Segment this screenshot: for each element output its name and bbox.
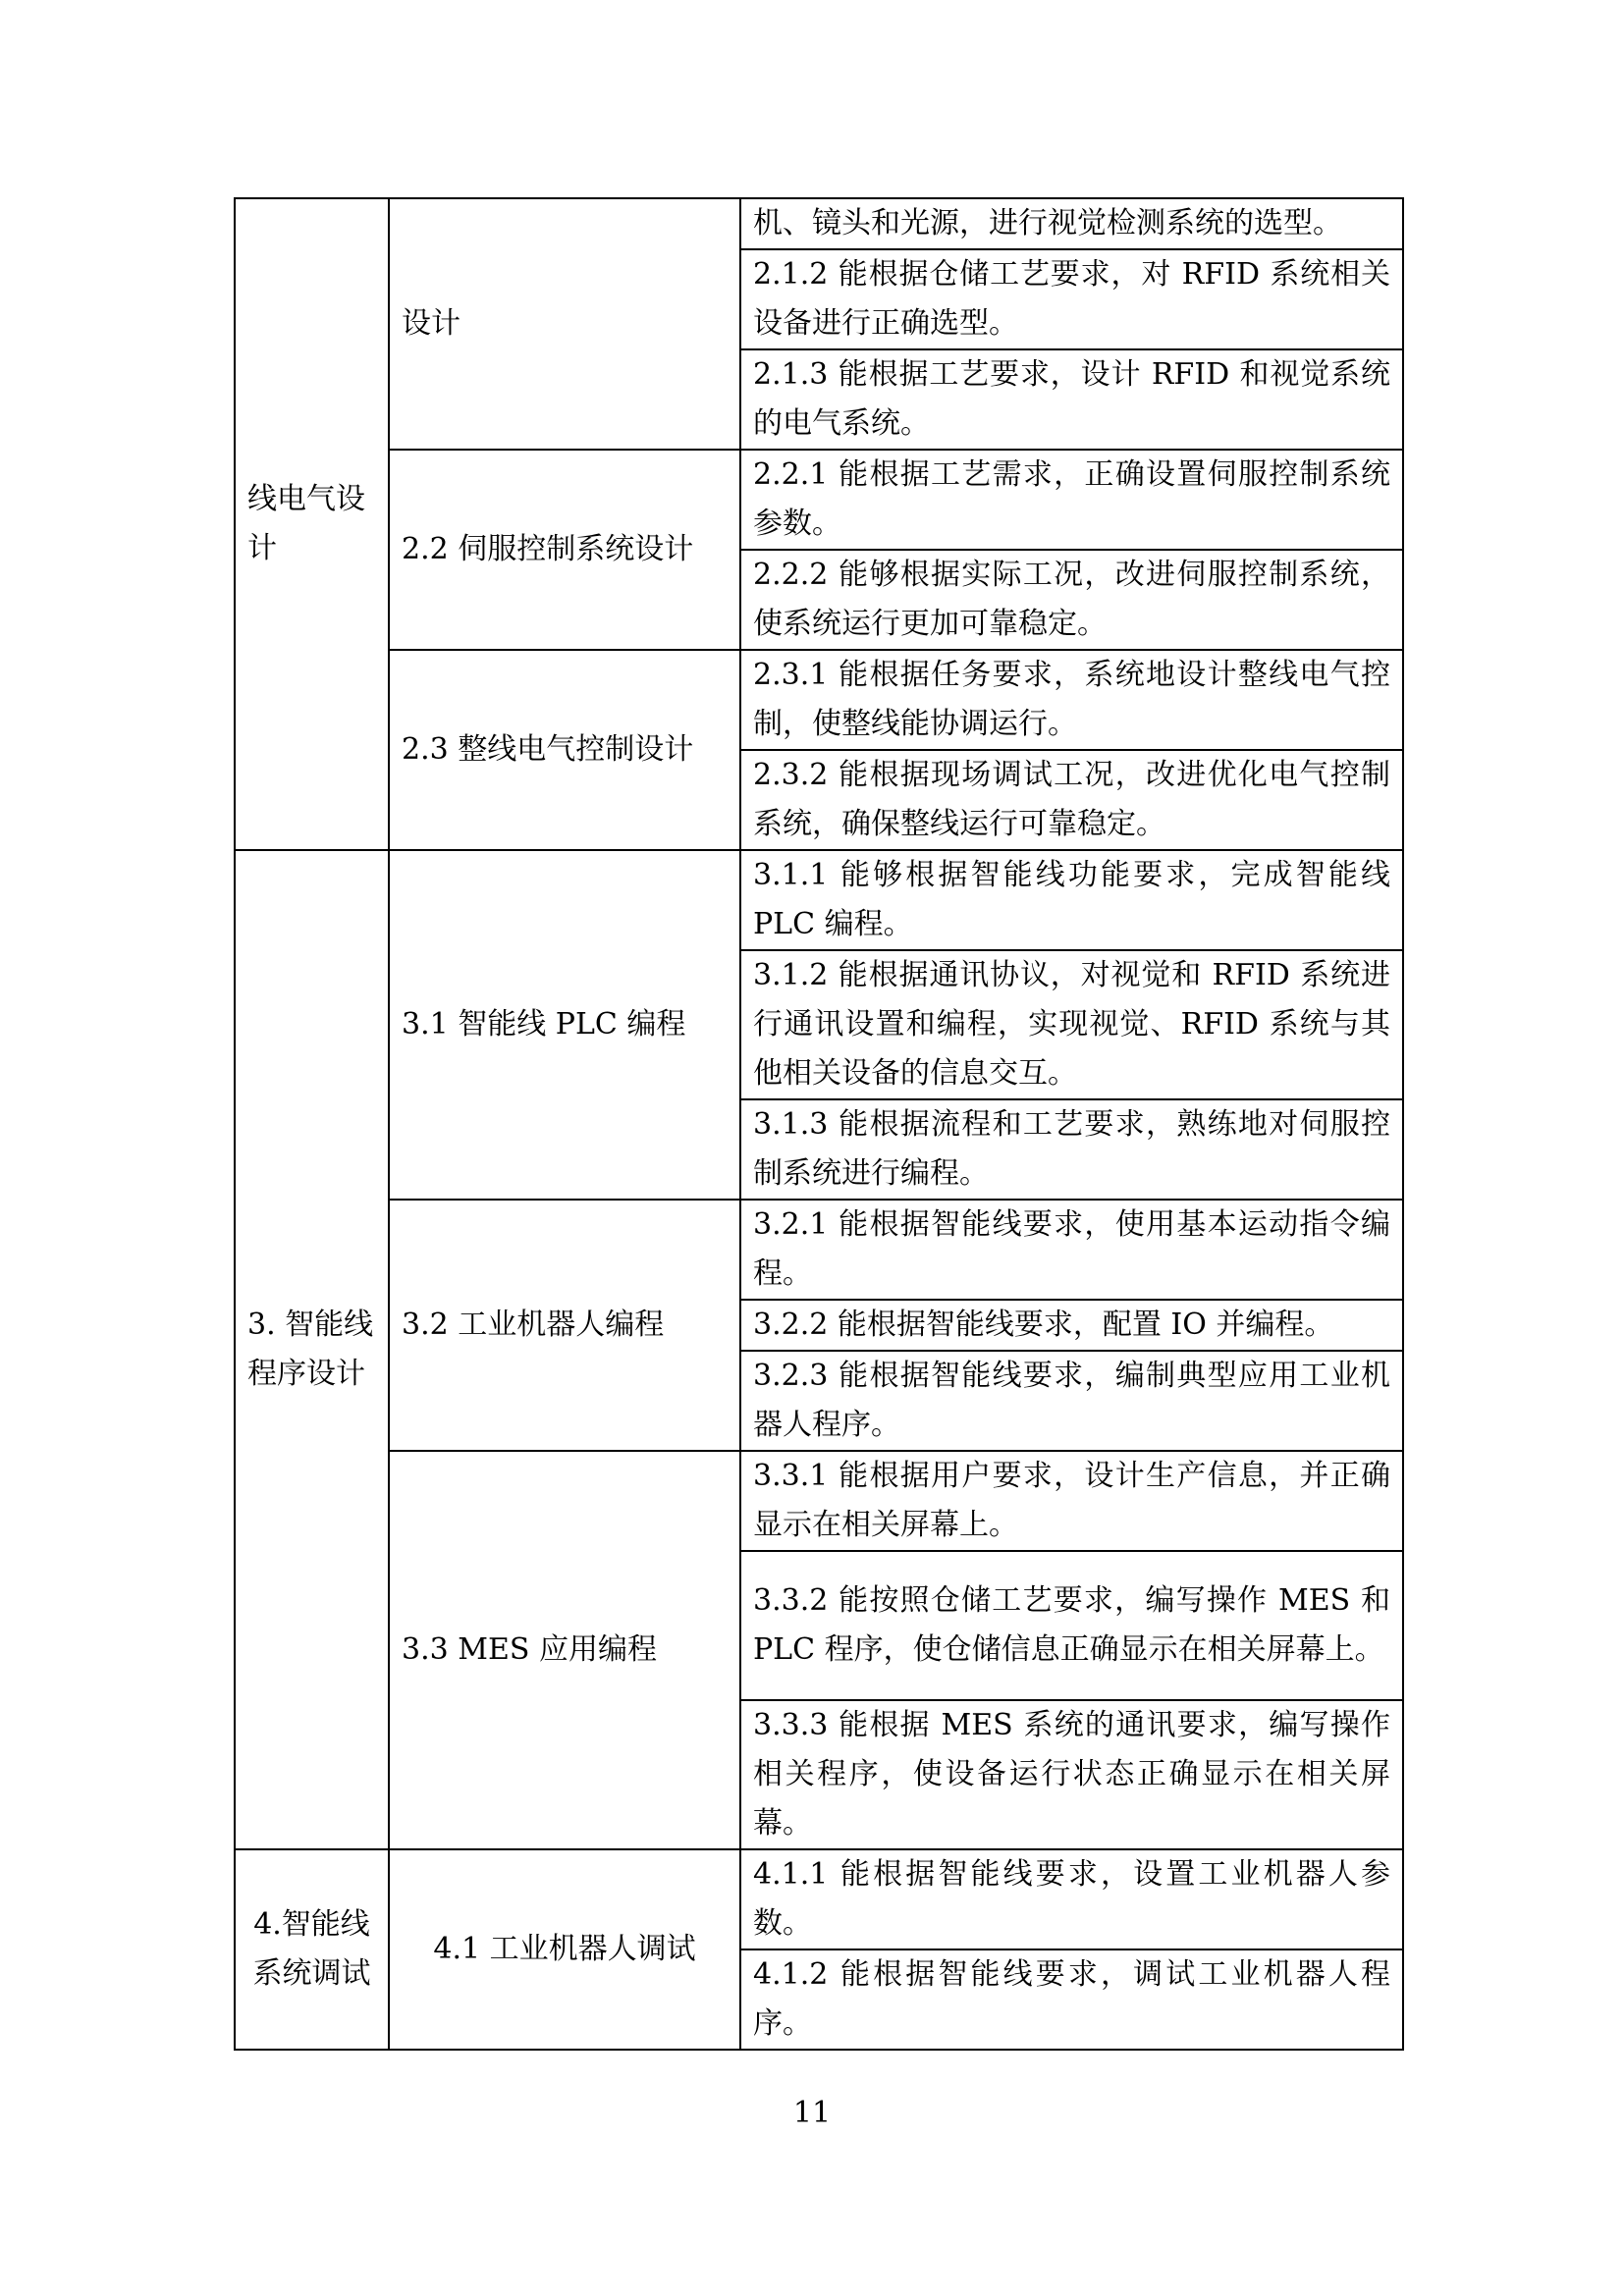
- table-row: [235, 1849, 1403, 1949]
- table-row: [235, 1200, 1403, 1300]
- item-cell-3-1-1: 3.1.1 能够根据智能线功能要求，完成智能线 PLC 编程。: [740, 850, 1403, 950]
- table-row: [235, 1451, 1403, 1551]
- item-cell-2-1-2: 2.1.2 能根据仓储工艺要求，对 RFID 系统相关设备进行正确选型。: [740, 249, 1403, 349]
- unit-cell-4-1: 4.1 工业机器人调试: [389, 1849, 740, 2050]
- unit-cell-2-1: 设计: [389, 198, 740, 450]
- page-number: 11: [792, 2096, 832, 2130]
- unit-cell-3-2: 3.2 工业机器人编程: [389, 1200, 740, 1451]
- item-cell-3-1-2: 3.1.2 能根据通讯协议，对视觉和 RFID 系统进行通讯设置和编程，实现视觉、RFID 系统与其他相关设备的信息交互。: [740, 950, 1403, 1099]
- item-cell-3-2-1: 3.2.1 能根据智能线要求，使用基本运动指令编程。: [740, 1200, 1403, 1300]
- item-cell-4-1-2: 4.1.2 能根据智能线要求，调试工业机器人程序。: [740, 1949, 1403, 2050]
- item-cell-3-3-1: 3.3.1 能根据用户要求，设计生产信息，并正确显示在相关屏幕上。: [740, 1451, 1403, 1551]
- item-cell-2-3-2: 2.3.2 能根据现场调试工况，改进优化电气控制系统，确保整线运行可靠稳定。: [740, 750, 1403, 850]
- item-cell-3-3-3: 3.3.3 能根据 MES 系统的通讯要求，编写操作相关程序，使设备运行状态正确显示在相关屏幕。: [740, 1700, 1403, 1849]
- item-cell-2-2-2: 2.2.2 能够根据实际工况，改进伺服控制系统，使系统运行更加可靠稳定。: [740, 550, 1403, 650]
- item-cell-4-1-1: 4.1.1 能根据智能线要求，设置工业机器人参数。: [740, 1849, 1403, 1949]
- unit-cell-3-3: 3.3 MES 应用编程: [389, 1451, 740, 1849]
- table-row: [235, 198, 1403, 249]
- unit-cell-3-1: 3.1 智能线 PLC 编程: [389, 850, 740, 1200]
- item-cell-3-3-2: 3.3.2 能按照仓储工艺要求，编写操作 MES 和 PLC 程序，使仓储信息正确显示在相关屏幕上。: [740, 1551, 1403, 1700]
- item-cell-3-2-2: 3.2.2 能根据智能线要求，配置 IO 并编程。: [740, 1300, 1403, 1351]
- unit-cell-2-3: 2.3 整线电气控制设计: [389, 650, 740, 850]
- item-cell-2-1-3: 2.1.3 能根据工艺要求，设计 RFID 和视觉系统的电气系统。: [740, 349, 1403, 450]
- item-cell-2-2-1: 2.2.1 能根据工艺需求，正确设置伺服控制系统参数。: [740, 450, 1403, 550]
- item-cell-3-1-3: 3.1.3 能根据流程和工艺要求，熟练地对伺服控制系统进行编程。: [740, 1099, 1403, 1200]
- item-cell-3-2-3: 3.2.3 能根据智能线要求，编制典型应用工业机器人程序。: [740, 1351, 1403, 1451]
- table-row: [235, 450, 1403, 550]
- item-cell-2-1-1-cont: 机、镜头和光源，进行视觉检测系统的选型。: [740, 198, 1403, 249]
- module-cell-3: 3. 智能线程序设计: [235, 850, 389, 1849]
- module-cell-4: 4.智能线系统调试: [235, 1849, 389, 2050]
- curriculum-table: [234, 197, 1404, 2051]
- unit-cell-2-2: 2.2 伺服控制系统设计: [389, 450, 740, 650]
- item-cell-2-3-1: 2.3.1 能根据任务要求，系统地设计整线电气控制，使整线能协调运行。: [740, 650, 1403, 750]
- module-cell-2: 线电气设计: [235, 198, 389, 850]
- table-row: [235, 850, 1403, 950]
- table-row: [235, 650, 1403, 750]
